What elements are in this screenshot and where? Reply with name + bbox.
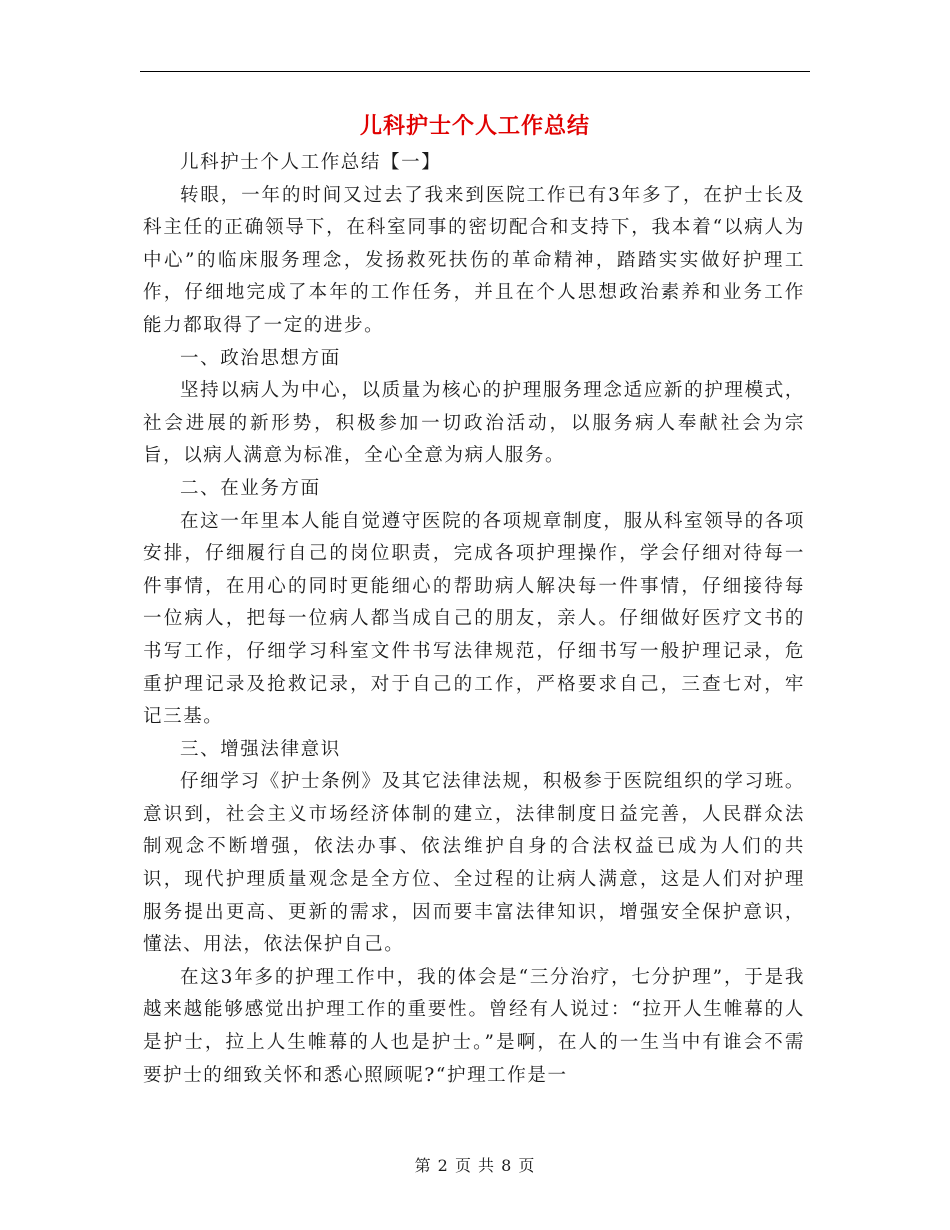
body-paragraph: 转眼，一年的时间又过去了我来到医院工作已有3年多了，在护士长及科主任的正确领导下，在科室同事的密切配合和支持下，我本着“以病人为中心”的临床服务理念，发扬救死扶伤的革命精神，踏踏实实做好护理工作，仔细地完成了本年的工作任务，并且在个人思想政治素养和业务工作能力都取得了一定的进步。: [143, 184, 805, 336]
subsection-heading: 二、在业务方面: [180, 477, 321, 499]
body-paragraph: 仔细学习《护士条例》及其它法律法规，积极参于医院组织的学习班。意识到，社会主义市场经济体制的建立，法律制度日益完善，人民群众法制观念不断增强，依法办事、依法维护自身的合法权益已成为人们的共识，现代护理质量观念是全方位、全过程的让病人满意，这是人们对护理服务提出更高、更新的需求，因而要丰富法律知识，增强安全保护意识，懂法、用法，依法保护自己。: [143, 771, 805, 956]
subsection-heading: 三、增强法律意识: [180, 738, 341, 760]
body-paragraph: 坚持以病人为中心，以质量为核心的护理服务理念适应新的护理模式，社会进展的新形势，积极参加一切政治活动，以服务病人奉献社会为宗旨，以病人满意为标准，全心全意为病人服务。: [143, 380, 805, 467]
header-rule: [140, 71, 810, 72]
document-title: 儿科护士个人工作总结: [359, 113, 590, 139]
body-paragraph: 在这3年多的护理工作中，我的体会是“三分治疗，七分护理”，于是我越来越能够感觉出护理工作的重要性。曾经有人说过：“拉开人生帷幕的人是护士，拉上人生帷幕的人也是护士。”是啊，在人的一生当中有谁会不需要护士的细致关怀和悉心照顾呢?“护理工作是一: [143, 966, 805, 1086]
document-body: [143, 147, 805, 1092]
page-number-footer: 第 2 页 共 8 页: [414, 1156, 536, 1175]
subsection-heading: 一、政治思想方面: [180, 347, 341, 369]
body-paragraph: 在这一年里本人能自觉遵守医院的各项规章制度，服从科室领导的各项安排，仔细履行自己的岗位职责，完成各项护理操作，学会仔细对待每一件事情，在用心的同时更能细心的帮助病人解决每一件事情，仔细接待每一位病人，把每一位病人都当成自己的朋友，亲人。仔细做好医疗文书的书写工作，仔细学习科室文件书写法律规范，仔细书写一般护理记录，危重护理记录及抢救记录，对于自己的工作，严格要求自己，三查七对，牢记三基。: [143, 510, 805, 728]
section-heading: 儿科护士个人工作总结【一】: [180, 152, 442, 173]
